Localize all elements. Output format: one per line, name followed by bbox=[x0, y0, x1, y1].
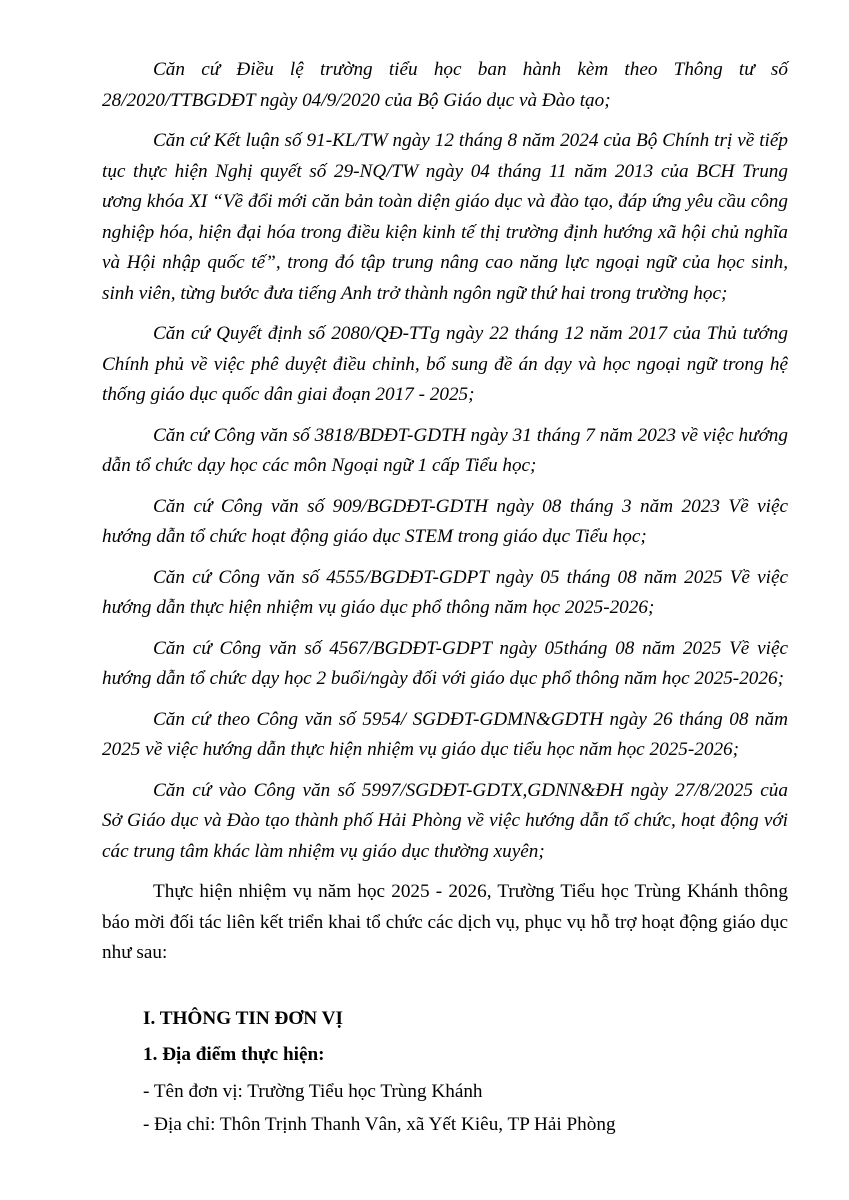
basis-paragraph-6: Căn cứ Công văn số 4555/BGDĐT-GDPT ngày 05 tháng 08 năm 2025 Về việc hướng dẫn thực hiện nhiệm vụ giáo dục phổ thông năm học 2025-2026; bbox=[102, 566, 788, 618]
section-spacer bbox=[102, 979, 788, 1004]
basis-paragraph-2: Căn cứ Kết luận số 91-KL/TW ngày 12 tháng 8 năm 2024 của Bộ Chính trị về tiếp tục thực hiện Nghị quyết số 29-NQ/TW ngày 04 tháng 11 năm 2013 của BCH Trung ương khóa XI “Về đổi mới căn bản toàn diện giáo dục và đào tạo, đáp ứng yêu cầu công nghiệp hóa, hiện đại hóa trong điều kiện kinh tế thị trường định hướng xã hội chủ nghĩa và Hội nhập quốc tế”, trong đó tập trung nâng cao năng lực ngoại ngữ của học sinh, sinh viên, từng bước đưa tiếng Anh trở thành ngôn ngữ thứ hai trong trường học; bbox=[102, 130, 788, 304]
basis-paragraph-1: Căn cứ Điều lệ trường tiểu học ban hành kèm theo Thông tư số 28/2020/TTBGDĐT ngày 04/9/2020 của Bộ Giáo dục và Đào tạo; bbox=[102, 59, 788, 111]
basis-paragraph-7: Căn cứ Công văn số 4567/BGDĐT-GDPT ngày 05tháng 08 năm 2025 Về việc hướng dẫn tổ chức dạy học 2 buổi/ngày đối với giáo dục phổ thông năm học 2025-2026; bbox=[102, 637, 788, 689]
unit-name-line: - Tên đơn vị: Trường Tiểu học Trùng Khánh bbox=[143, 1080, 483, 1102]
document-page bbox=[102, 55, 788, 1144]
subsection-heading: 1. Địa điểm thực hiện: bbox=[143, 1044, 325, 1065]
intro-paragraph: Thực hiện nhiệm vụ năm học 2025 - 2026, Trường Tiểu học Trùng Khánh thông báo mời đối tác liên kết triển khai tổ chức các dịch vụ, phục vụ hỗ trợ hoạt động giáo dục như sau: bbox=[102, 881, 788, 963]
section-heading: I. THÔNG TIN ĐƠN VỊ bbox=[143, 1007, 343, 1029]
basis-paragraph-9: Căn cứ vào Công văn số 5997/SGDĐT-GDTX,GDNN&ĐH ngày 27/8/2025 của Sở Giáo dục và Đào tạo thành phố Hải Phòng về việc hướng dẫn tổ chức, hoạt động với các trung tâm khác làm nhiệm vụ giáo dục thường xuyên; bbox=[102, 779, 788, 862]
basis-paragraph-3: Căn cứ Quyết định số 2080/QĐ-TTg ngày 22 tháng 12 năm 2017 của Thủ tướng Chính phủ về việc phê duyệt điều chỉnh, bổ sung đề án dạy và học ngoại ngữ trong hệ thống giáo dục quốc dân giai đoạn 2017 - 2025; bbox=[102, 323, 788, 405]
basis-paragraph-5: Căn cứ Công văn số 909/BGDĐT-GDTH ngày 08 tháng 3 năm 2023 Về việc hướng dẫn tổ chức hoạt động giáo dục STEM trong giáo dục Tiểu học; bbox=[102, 495, 788, 547]
basis-paragraph-4: Căn cứ Công văn số 3818/BDĐT-GDTH ngày 31 tháng 7 năm 2023 về việc hướng dẫn tổ chức dạy học các môn Ngoại ngữ 1 cấp Tiểu học; bbox=[102, 424, 788, 476]
unit-address-line: - Địa chỉ: Thôn Trịnh Thanh Vân, xã Yết Kiêu, TP Hải Phòng bbox=[143, 1114, 616, 1135]
basis-paragraph-8: Căn cứ theo Công văn số 5954/ SGDĐT-GDMN&GDTH ngày 26 tháng 08 năm 2025 về việc hướng dẫn thực hiện nhiệm vụ giáo dục tiểu học năm học 2025-2026; bbox=[102, 708, 788, 760]
